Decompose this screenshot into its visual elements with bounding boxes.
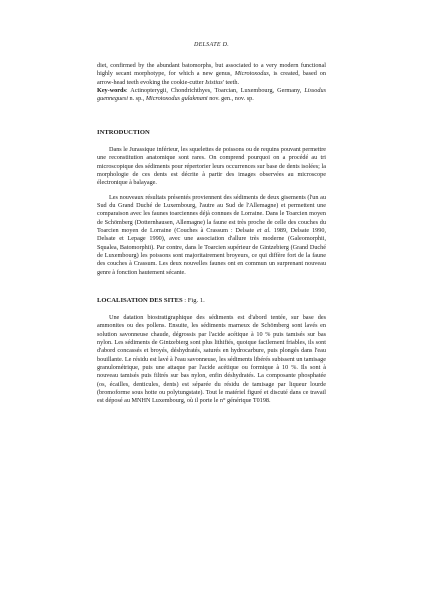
isistius-name: Isistius' <box>205 78 224 86</box>
localisation-paragraph-1: Une datation biostratigraphique des sédiments est d'abord tentée, sur base des ammonites ou des pollens. Ensuite, les sédiments marneux de Schömberg sont lavés en solution savonneuse chaude, dégrossis par l'acide acétique à 10 % puis tamisés sur bas nylon. Les sédiments de Gintzebierg sont plus lithifiés, quoique facilement friables, ils sont d'abord concassés et broyés, déshydratés, saturés en hydrocarbure, puis plongés dans l'eau bouillante. Le résidu est lavé à l'eau savonneuse, les sédiments libérés subissent un tamisage granulométrique, puis une attaque par l'acide acétique ou formique à 10 %. Ils sont à nouveau tamisés puis filtrés sur bas nylon, enfin déshydratés. La composante phosphatée (os, écailles, denticules, dents) est séparée du résidu de tamisage par liqueur lourde (bromoforme sous hotte ou polytungstate). Tout le matériel figuré et discuté dans ce travail est déposé au MNHN Luxembourg, où il porte le n° générique T0198. <box>97 314 326 405</box>
figure-reference: : Fig. 1. <box>182 297 205 304</box>
introduction-paragraph-1: Dans le Jurassique inférieur, les squelettes de poissons ou de requins pouvant permettre une reconstitution anatomique sont rares. On comprend pourquoi on a procédé au tri microscopique des sédiments pour répertorier leurs occurrences sur base de dents isolées; la morphologie de ces dents est décrite à partir des images observées au microscope électronique à balayage. <box>97 146 326 187</box>
keywords: Key-words: Actinopterygii, Chondrichthyes, Toarcian, Luxembourg, Germany, Lissodus guenneguesi n. sp., Microtoxodus gulakmani nov. gen., nov. sp. <box>97 87 326 103</box>
genus-name: Microtoxodus <box>234 70 269 78</box>
keywords-label: Key-words <box>97 87 126 95</box>
localisation-body <box>97 314 326 406</box>
introduction-body <box>97 146 326 277</box>
localisation-heading: LOCALISATION DES SITES : Fig. 1. <box>97 297 205 304</box>
abstract-text: diet, confirmed by the abundant batomorphs, but associated to a very modern functional highly secant morphotype, for which a new genus, Microtoxodus, is created, based on arrow-head teeth evoking the cookie-cutter Isistius' teeth. <box>97 62 326 86</box>
introduction-heading: INTRODUCTION <box>97 129 150 136</box>
running-head: DELSATE D. <box>193 42 230 48</box>
abstract-continued <box>97 62 326 104</box>
introduction-paragraph-2: Les nouveaux résultats présentés proviennent des sédiments de deux gisements (l'un au Sud du Grand Duché de Luxembourg, l'autre au Sud de l'Allemagne) et permettent une comparaison avec les faunes toarciennes déjà connues de Lorraine. Dans le Toarcien moyen de Schömberg (Dotternhausen, Allemagne) la faune est très proche de celle des couches du Toarcien moyen de Lorraine (Couches à Crassum : Delsate et al. 1989, Delsate 1990, Delsate et Lepage 1990), avec une association d'allure très moderne (Galeomorphii, Squalea, Batomorphii). Par contre, dans le Toarcien supérieur de Gintzebierg (Grand Duché de Luxembourg) les poissons sont majoritairement broyeurs, ce qui diffère fort de la faune des couches à Crassum. Les deux nouvelles faunes ont en commun un surprenant nouveau genre à fonction hautement sécante. <box>97 193 326 276</box>
